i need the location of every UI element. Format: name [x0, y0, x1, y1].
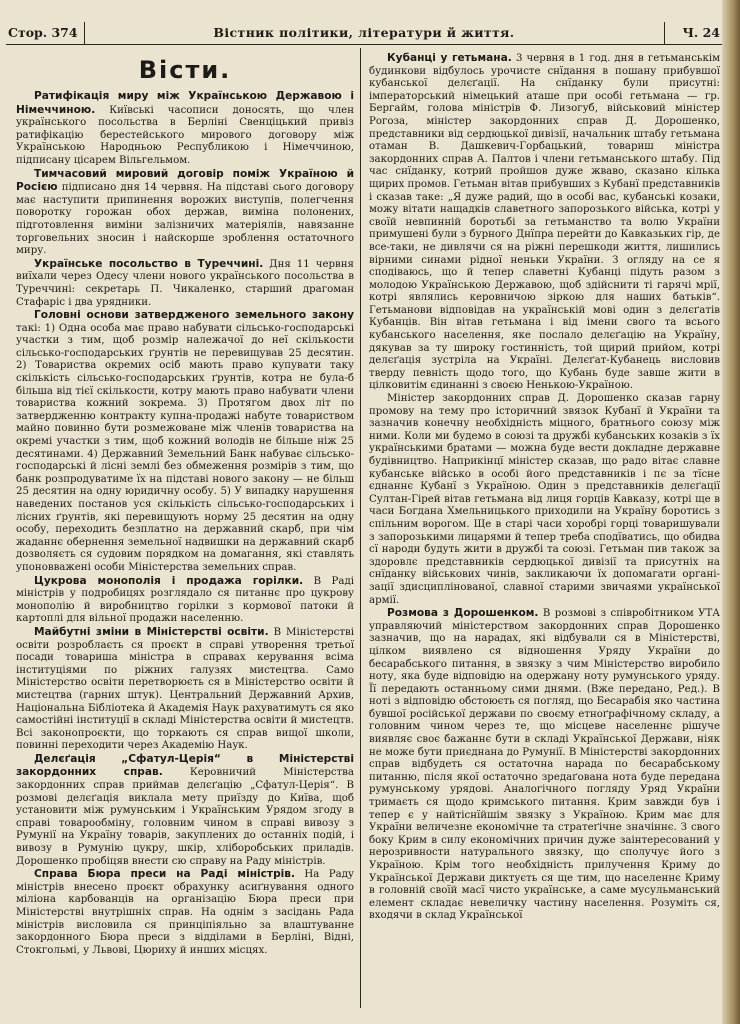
page-number: Стор. 374	[8, 25, 78, 40]
news-article	[16, 168, 354, 258]
right-column	[369, 52, 720, 1004]
article-body: 3 червня в 1 год. дня в гетьманськім будинкови відбулось урочисте снїдання в пошану прибувшої кубанської делєґації. На снїданку були присутні: імператорський німецький аташе при особі гетьмана — гр. Бергайм, голова міністрів Ф. Лизогуб, військовий міністер Рогоза, міністер закордонних справ Д. Дорошенко, представники від сердюцької дивізії, начальник штабу гетьмана отаман В. Дашкевич-Горбацький, товариш міністра закордонних справ А. Палтов і члени гетьманського штабу. Під час снїданку, котрий пройшов дуже жваво, сказано кілька щирих промов. Гетьман вітав прибувших з Кубанї представників і сказав таке: „Я дуже радий, що в особі вас, кубанські козаки, можу вітати нащадків славетного запорозького війська, котрі у своїй невпинній боротьбі за гетьманство та волю України примушені були з бурного Днїпра перейти до Кавказьких гір, де все-таки, не дивлячи ся на ріжні перешкоди життя, лишились вірними синами рідної неньки України. З огляду на се я сподіваюсь, що й тепер славетні Кубанці підуть разом з молодою Українською Державою, щоб здійснити ті гарячі мрії, котрі являлись керовничою зіркою для наших батьків“. Гетьманови відповідав на українській мові один з делєґатів Кубанців. Він вітав гетьмана і від імени свого та всього кубанського населення, яке послало делєґацію на Україну, дякував за ту широку гостинність, той щирий прийом, котрі делєґація зустріла на Україні. Делєґат-Кубанець висловив тверду певність щодо того, що Кубань буде завше жити в цілковитім єдинанні з своєю Ненькою-Україною.	[369, 53, 720, 392]
article-heading: Кубанці у гетьмана.	[387, 52, 512, 64]
journal-title: Вістник політики, літератури й життя.	[213, 25, 515, 40]
left-column	[16, 52, 354, 1004]
header-separator	[664, 22, 665, 44]
article-heading: Розмова з Дорошенком.	[387, 607, 539, 620]
article-body: В розмові з співробітником УТА управляючий міністерством закордонних справ Дорошенко зазначив, що на нарадах, які відбували ся в Міністерстві, цілком виявлено ся відношення Уряду України до бесарабського питання, в звязку з чим Міністерство виробило ноту, яка буде відповідю на одержану ноту румунського уряду. Її передають останньому сими днями. (Вже передано, Ред.). В ноті з відповідю обстоюєть ся погляд, що Бесарабія яко частина бувшої російської держави по своєму етноґрафічному складу, а головним чином через те, що місцеве населеннє рішуче виявляє своє бажаннє бути в складі Української Держави, ніяк не може бути приєднана до Румунії. В Міністерстві закордонних справ відбудеть ся остаточна нарада по бесарабському питанню, після якої остаточно зредаґована нота буде передана румунському урядові. Аналогічного погляду Уряд України тримаєть ся щодо кримського питання. Крим завжди був і тепер є у найтіснїйшім звязку з Україною. Крим має для України величезне економічне та стратеґічне значіннє. З свого боку Крим в силу економічних причин дуже заінтересований у нерозривности натурального звязку, що сполучує його з Україною. Крім того необхідність прилучення Криму до Української Держави диктуєть ся ще тим, що населеннє Криму в головній своїй масї чисто українське, а саме мусульманський елемент складає невеличку частину населення. Розуміть ся, входячи в склад Української	[369, 608, 720, 922]
page-edge	[722, 0, 740, 1024]
news-article	[16, 868, 354, 957]
article-body: Київські часописи доносять, що член українського посольства в Берліні Свенціцький привіз ратифікацію берестейського мирового договору між Українською Народньою Республикою і Німеччиною, підписану цісарем Вільгельмом.	[16, 104, 354, 166]
article-heading: Майбутні зміни в Міністерстві освіти.	[34, 625, 269, 638]
article-body: Керовничий Міністерства закордонних справ приймав делєґацію „Сфатул-Церія“. В розмові делєґація виклала мету приїзду до Київа, щоб установити між румунським і Українським Урядом згоду в справі товарообміну, головним чином в справі вивозу з Румунії на Україну товарів, закуплених до останніх подій, і вивозу в Румунію цукру, шкір, хліборобських приладів. Дорошенко пробіцяв внести сю справу на Раду міністрів.	[16, 767, 354, 867]
article-body: Міністер закордонних справ Д. Дорошенко сказав гарну промову на тему про історичний звязок Кубанї й України та зазначив конечну необхідність міцного, братнього союзу між ними. Коли ми будемо в союзі та дружбі кубанських козаків з їх українськими братами — можна буде вести докладне державне будівництво. Наприкінцї міністер сказав, що радо вітає славне кубанське військо в особі його представників і пє за тїсне єднаннє Кубанї з Україною. Один з представників делєґації Султан-Гірей вітав гетьмана від лиця горців Кавказу, котрі ще в часи Богдана Хмельницького приходили на Україну боротись з спільним ворогом. Ще в старі часи хоробрі горці товаришували з запорозькими лицарями й тепер треба сподїватись, що обидва сї народи будуть жити в дружбі та союзі. Гетьман пив також за здоровлє представників сердюцької дивізії та присутніх на снїданку військових чинів, закликаючи їх допомагати організації здисциплінованої, славної старими звичаями української армії.	[369, 393, 720, 606]
article-heading: Цукрова монополія і продажа горілки.	[34, 574, 304, 587]
issue-number: Ч. 24	[682, 25, 720, 40]
page-header	[6, 22, 722, 45]
article-heading: Головні основи затвердженого земельного закону	[34, 309, 354, 322]
news-article	[16, 309, 354, 574]
news-article	[369, 607, 720, 923]
article-body: В Раді міністрів у подробицях розглядало ся питаннє про цукрову монополію й виробництво горілки з кормової патоки й картоплі для вільної продажи населенню.	[16, 575, 354, 625]
news-article	[16, 626, 354, 753]
news-article	[16, 90, 354, 168]
news-article	[369, 393, 720, 607]
article-heading: Справа Бюра преси на Раді міністрів.	[34, 868, 296, 881]
news-article	[369, 52, 720, 393]
article-heading: Українське посольство в Туреччині.	[34, 257, 264, 270]
article-body: Дня 11 червня виїхали через Одесу члени нового українського посольства в Туреччині: секретарь П. Чикаленко, старший драгоман Стафаріс і два урядники.	[16, 258, 354, 308]
article-heading: Делєґація „Сфатул-Церія“ в Міністерстві закордонних справ.	[16, 752, 354, 779]
section-title: Вісти.	[138, 56, 232, 84]
article-heading: Тимчасовий мировий договір поміж Україною й Росією	[16, 167, 354, 194]
news-article	[16, 753, 354, 868]
article-body: На Раду міністрів внесено проєкт обрахунку асиґнування одного міліона карбованців на організацію Бюра преси при Міністерстві внутрішніх справ. На однім з засідань Рада міністрів висловила ся принціпіяльно за влаштуванне закордонного Бюра преси з відділами в Берліні, Відні, Стокгольмі, у Львові, Цюриху й инших місцях.	[16, 869, 354, 956]
article-heading: Ратифікація миру між Українською Державою і Німеччиною.	[16, 90, 354, 116]
news-article	[16, 575, 354, 626]
article-body: підписано дня 14 червня. На підставі сього договору має наступити припинення ворожих виступів, полегчення поворотку горожан обох держав, виміна полонених, підготовлення виміни залізничих матеріялів, навязанне торговельних зносин і найскорше зроблення остаточного миру.	[16, 182, 354, 257]
column-divider	[360, 48, 361, 1008]
article-body: такі: 1) Одна особа має право набувати сільсько-господарські участки з тим, щоб розмір належачої до неї скількости сільсько-господарських ґрунтів не перевищував 25 десятин. 2) Товариства окремих осіб мають право купувати таку скількість сільсько-господарських ґрунтів, котра не була-б більша від тієї скількости, котру мають право набувати члени товариства кожний зокрема. 3) Протягом двох літ по затвердженню контракту купна-продажі набуте товариством майно повинно бути розмежоване між членів товариства на окремі участки з тим, щоб кожний володів не більше ніж 25 десятинами. 4) Державний Земельний Банк набуває сільсько-господарські й лісні землі без обмеження розмірів з тим, що банк розпродуватиме їх на підставі нового закону — не більш 25 десятин на одну юридичну особу. 5) У випадку нарушення наведених постанов уся скількість сільсько-господарських і лісних ґрунтів, які перевищують норму 25 десятин на одну особу, переходить безплатно на державний скарб, при чім жаданнє обернення земельної надвишки на державний скарб дозволяєть ся судовим порядком на домагання, які ставлять упоновважені особи Міністерства земельних справ.	[16, 322, 354, 573]
article-body: В Міністерстві освіти розроблаєть ся проєкт в справі утворення третьої посади товариша міністра в справах керування всіма інституціями по ріжних галузях мистецтва. Само Міністерство освіти перетворюєть ся в Міністерство освіти й мистецтва (гарних штук). Центральний Державний Архив, Національна Бібліотека й Академія Наук рахуватимуть ся яко самостійні інституції в складі Міністерства освіти й мистецтв. Всі законопроєкти, що торкають ся справ вищої школи, повинні переходити через Академію Наук.	[16, 626, 354, 752]
news-article	[16, 258, 354, 309]
